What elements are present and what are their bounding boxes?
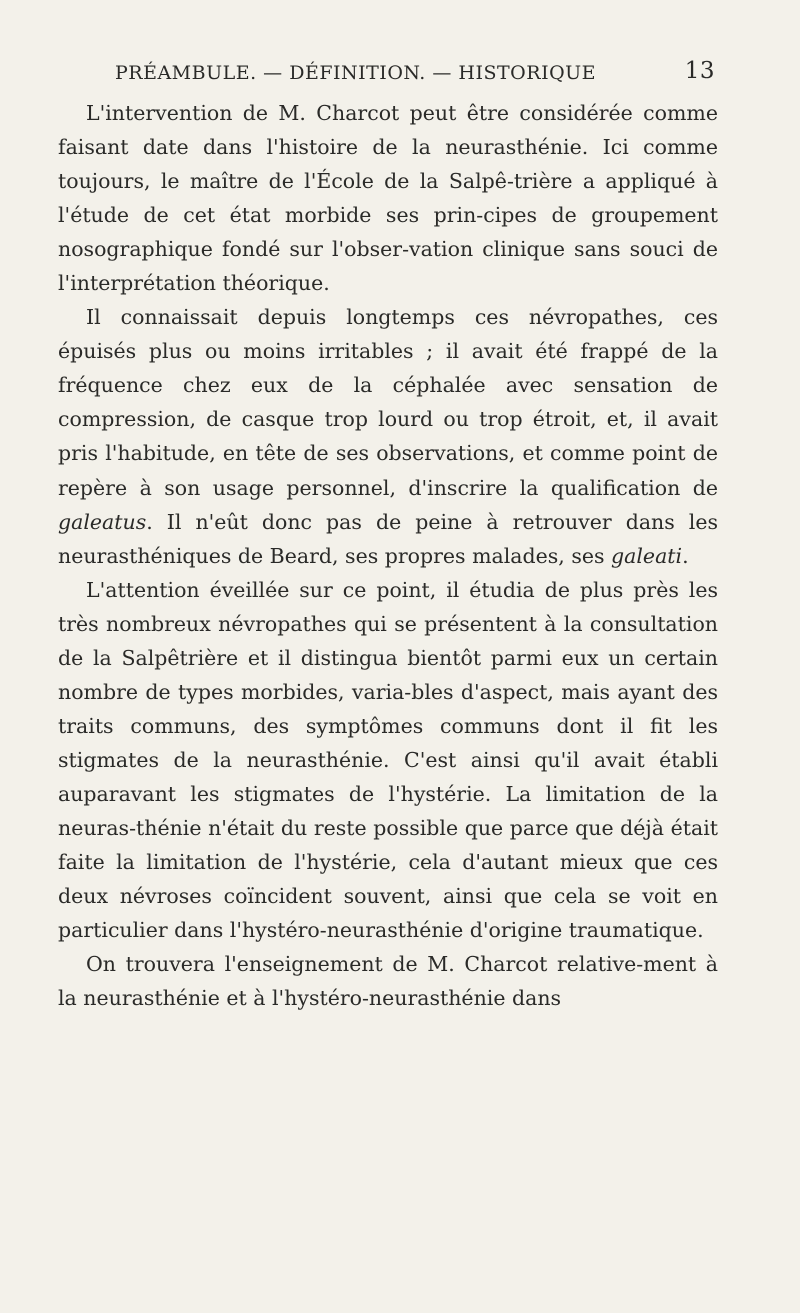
text-segment: L'intervention de M. Charcot peut être considérée comme faisant date dans l'histoire de la neurasthénie. Ici comme toujours, le maître de l'École de la Salpê-trière a appliqué à l'étude de cet état morbide ses prin-cipes de groupement nosographique fondé sur l'obser-vation clinique sans souci de l'interprétation théorique. [58, 101, 718, 296]
paragraph-intervention [58, 96, 718, 300]
italic-term-galeati: galeati [611, 543, 683, 568]
running-head [115, 58, 715, 92]
paragraph-enseignement [58, 947, 718, 1015]
text-segment: On trouvera l'enseignement de M. Charcot relative-ment à la neurasthénie et à l'hystéro-neurasthénie dans [58, 952, 718, 1011]
text-segment: . [682, 543, 689, 568]
text-segment: L'attention éveillée sur ce point, il étudia de plus près les très nombreux névropathes qui se présentent à la consultation de la Salpêtrière et il distingua bientôt parmi eux un certain nombre de types morbides, varia-bles d'aspect, mais ayant des traits communs, des symptômes communs dont il fit les stigmates de la neurasthénie. C'est ainsi qu'il avait établi auparavant les stigmates de l'hystérie. La limitation de la neuras-thénie n'était du reste possible que parce que déjà était faite la limitation de l'hystérie, cela d'autant mieux que ces deux névroses coïncident souvent, ainsi que cela se voit en particulier dans l'hystéro-neurasthénie d'origine traumatique. [58, 577, 718, 943]
page-number: 13 [684, 58, 715, 84]
text-segment: . Il n'eût donc pas de peine à retrouver dans les neurasthéniques de Beard, ses propres malades, ses [58, 509, 718, 568]
paragraph-galeatus [58, 300, 718, 572]
paragraph-stigmates [58, 573, 718, 948]
running-title: PRÉAMBULE. — DÉFINITION. — HISTORIQUE [115, 62, 597, 84]
text-segment: Il connaissait depuis longtemps ces névropathes, ces épuisés plus ou moins irritables ; il avait été frappé de la fréquence chez eux de la céphalée avec sensation de compression, de casque trop lourd ou trop étroit, et, il avait pris l'habitude, en tête de ses observations, et comme point de repère à son usage personnel, d'inscrire la qualification de [58, 305, 718, 500]
body-text [58, 96, 718, 1015]
italic-term-galeatus: galeatus [58, 509, 147, 534]
